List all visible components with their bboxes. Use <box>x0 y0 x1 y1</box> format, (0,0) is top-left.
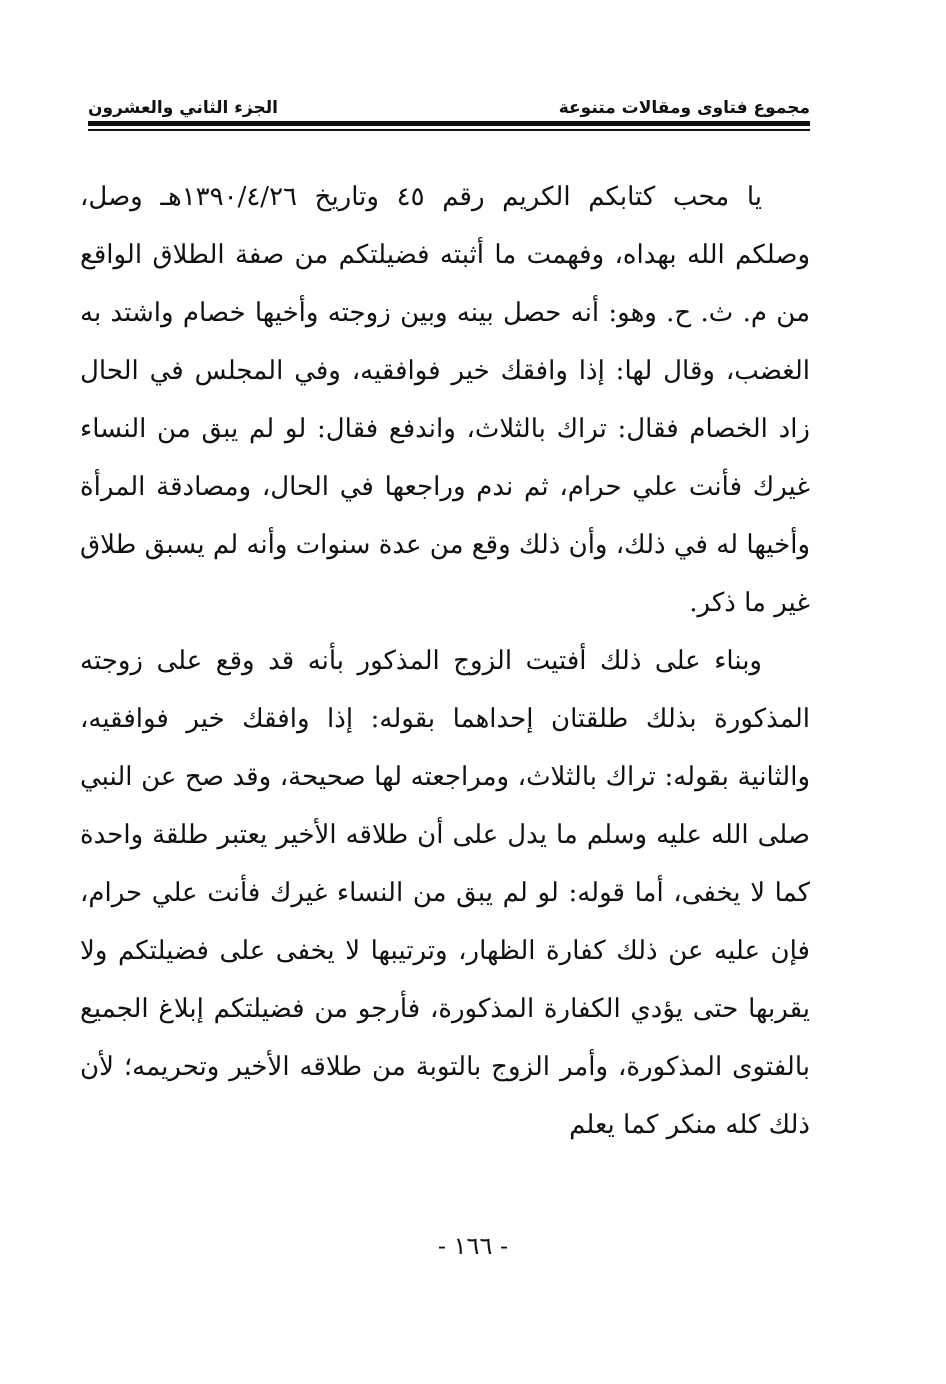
header-rule-thick <box>88 121 810 126</box>
paragraph-1: يا محب كتابكم الكريم رقم ٤٥ وتاريخ ١٣٩٠/٤/٢٦هـ وصل، وصلكم الله بهداه، وفهمت ما أثبته فضيلتكم من صفة الطلاق الواقع من م. ث. ح. وهو: أنه حصل بينه وبين زوجته وأخيها خصام واشتد به الغضب، وقال لها: إذا وافقك خير فوافقيه، وفي المجلس في الحال زاد الخصام فقال: تراك بالثلاث، واندفع فقال: لو لم يبق من النساء غيرك فأنت علي حرام، ثم ندم وراجعها في الحال، ومصادقة المرأة وأخيها له في ذلك، وأن ذلك وقع من عدة سنوات وأنه لم يسبق طلاق غير ما ذكر. <box>80 182 810 618</box>
page-number: - ١٦٦ - <box>437 1232 509 1260</box>
paragraph-2: وبناء على ذلك أفتيت الزوج المذكور بأنه قد وقع على زوجته المذكورة بذلك طلقتان إحداهما بقوله: إذا وافقك خير فوافقيه، والثانية بقوله: تراك بالثلاث، ومراجعته لها صحيحة، وقد صح عن النبي صلى الله عليه وسلم ما يدل على أن طلاقه الأخير يعتبر طلقة واحدة كما لا يخفى، أما قوله: لو لم يبق من النساء غيرك فأنت علي حرام، فإن عليه عن ذلك كفارة الظهار، وترتيبها لا يخفى على فضيلتكم ولا يقربها حتى يؤدي الكفارة المذكورة، فأرجو من فضيلتكم إبلاغ الجميع بالفتوى المذكورة، وأمر الزوج بالتوبة من طلاقه الأخير وتحريمه؛ لأن ذلك كله منكر كما يعلم <box>80 646 810 1140</box>
body-text <box>80 168 810 1154</box>
running-header <box>88 84 810 118</box>
volume-label: الجزء الثاني والعشرون <box>88 98 279 118</box>
header-rule-thin <box>88 129 810 131</box>
book-title: مجموع فتاوى ومقالات متنوعة <box>558 98 810 118</box>
